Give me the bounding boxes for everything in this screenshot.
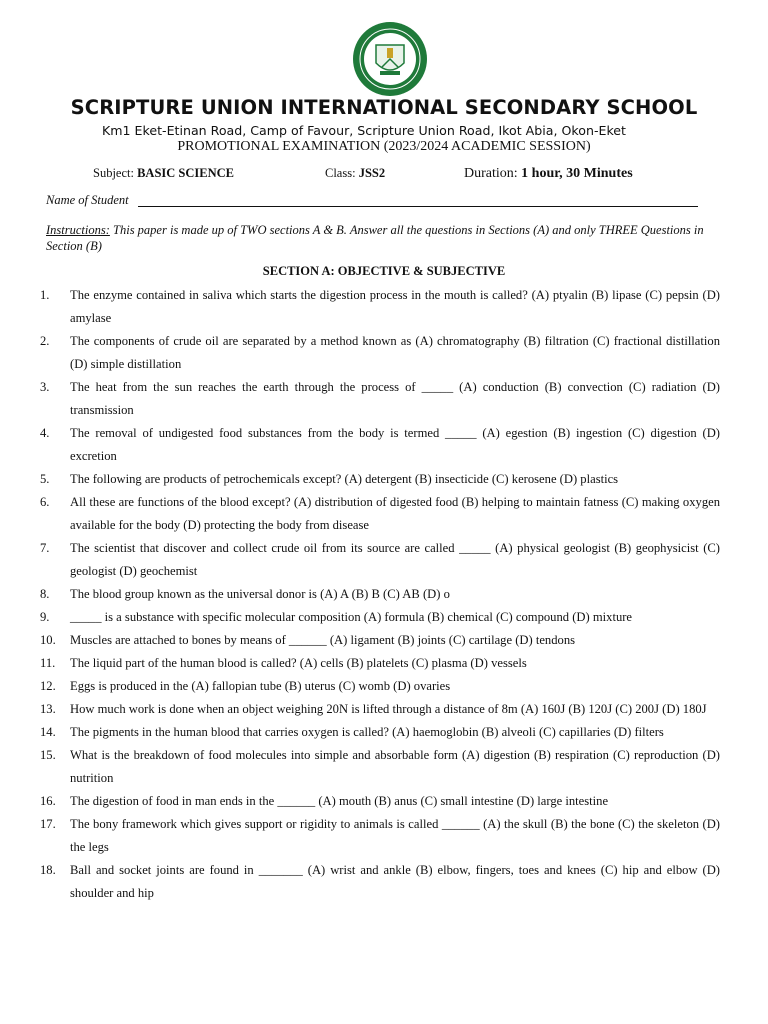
question-item	[40, 422, 720, 468]
duration-info	[464, 166, 633, 182]
question-text: The enzyme contained in saliva which starts the digestion process in the mouth is called? (A) ptyalin (B) lipase (C) pepsin (D) amylase	[70, 288, 720, 325]
class-label: Class:	[325, 166, 356, 180]
question-item	[40, 813, 720, 859]
question-item	[40, 468, 720, 491]
question-text: What is the breakdown of food molecules into simple and absorbable form (A) digestion (B) respiration (C) reproduction (D) nutrition	[70, 748, 720, 785]
duration-label: Duration:	[464, 166, 518, 181]
question-number: 12.	[40, 679, 56, 693]
question-number: 10.	[40, 633, 56, 647]
question-text: The bony framework which gives support or rigidity to animals is called ______ (A) the skull (B) the bone (C) the skeleton (D) the legs	[70, 817, 720, 854]
question-text: The components of crude oil are separated by a method known as (A) chromatography (B) filtration (C) fractional distillation (D) simple distillation	[70, 334, 720, 371]
question-number: 16.	[40, 794, 56, 808]
question-number: 17.	[40, 817, 56, 831]
instructions-text: This paper is made up of TWO sections A & B. Answer all the questions in Sections (A) and only THREE Questions in Section (B)	[46, 223, 704, 253]
question-item	[40, 583, 720, 606]
question-number: 3.	[40, 380, 50, 394]
student-name-line[interactable]	[138, 206, 698, 207]
student-name-label: Name of Student	[46, 193, 129, 207]
question-text: Ball and socket joints are found in _______ (A) wrist and ankle (B) elbow, fingers, toes and knees (C) hip and elbow (D) shoulder and hip	[70, 863, 720, 900]
question-item	[40, 330, 720, 376]
instructions	[46, 222, 726, 254]
duration-value: 1 hour, 30 Minutes	[521, 166, 633, 181]
subject-info	[93, 166, 234, 181]
question-text: _____ is a substance with specific molecular composition (A) formula (B) chemical (C) compound (D) mixture	[70, 610, 633, 624]
subject-value: BASIC SCIENCE	[137, 166, 234, 180]
question-number: 8.	[40, 587, 50, 601]
question-text: The scientist that discover and collect crude oil from its source are called _____ (A) physical geologist (B) geophysicist (C) geologist (D) geochemist	[70, 541, 720, 578]
student-name-field[interactable]	[46, 193, 698, 209]
question-text: The blood group known as the universal donor is (A) A (B) B (C) AB (D) o	[70, 587, 450, 601]
question-text: The following are products of petrochemicals except? (A) detergent (B) insecticide (C) kerosene (D) plastics	[70, 472, 619, 486]
school-crest-icon	[352, 21, 428, 97]
question-item	[40, 652, 720, 675]
question-item	[40, 629, 720, 652]
question-text: The heat from the sun reaches the earth through the process of _____ (A) conduction (B) convection (C) radiation (D) transmission	[70, 380, 720, 417]
question-item	[40, 606, 720, 629]
school-address: Km1 Eket-Etinan Road, Camp of Favour, Scripture Union Road, Ikot Abia, Okon-Eket	[102, 123, 626, 138]
exam-title: PROMOTIONAL EXAMINATION (2023/2024 ACADEMIC SESSION)	[177, 139, 591, 154]
question-number: 14.	[40, 725, 56, 739]
question-number: 7.	[40, 541, 50, 555]
question-item	[40, 675, 720, 698]
subject-label: Subject:	[93, 166, 134, 180]
question-number: 15.	[40, 748, 56, 762]
instructions-label: Instructions:	[46, 223, 110, 237]
question-number: 13.	[40, 702, 56, 716]
class-info	[325, 166, 385, 181]
question-item	[40, 491, 720, 537]
question-text: How much work is done when an object weighing 20N is lifted through a distance of 8m (A) 160J (B) 120J (C) 200J (D) 180J	[70, 702, 707, 716]
question-item	[40, 859, 720, 905]
question-number: 6.	[40, 495, 50, 509]
question-item	[40, 537, 720, 583]
question-item	[40, 721, 720, 744]
question-text: All these are functions of the blood except? (A) distribution of digested food (B) helping to maintain fatness (C) making oxygen available for the body (D) protecting the body from disease	[70, 495, 720, 532]
question-text: The liquid part of the human blood is called? (A) cells (B) platelets (C) plasma (D) vessels	[70, 656, 527, 670]
question-number: 18.	[40, 863, 56, 877]
question-item	[40, 744, 720, 790]
question-number: 2.	[40, 334, 50, 348]
section-a-title: SECTION A: OBJECTIVE & SUBJECTIVE	[262, 264, 506, 278]
question-number: 11.	[40, 656, 56, 670]
question-text: The pigments in the human blood that carries oxygen is called? (A) haemoglobin (B) alveoli (C) capillaries (D) filters	[70, 725, 664, 739]
question-item	[40, 790, 720, 813]
class-value: JSS2	[358, 166, 386, 180]
question-text: The removal of undigested food substances from the body is termed _____ (A) egestion (B) ingestion (C) digestion (D) excretion	[70, 426, 720, 463]
question-text: Muscles are attached to bones by means of ______ (A) ligament (B) joints (C) cartilage (D) tendons	[70, 633, 576, 647]
question-number: 9.	[40, 610, 50, 624]
question-text: The digestion of food in man ends in the ______ (A) mouth (B) anus (C) small intestine (D) large intestine	[70, 794, 609, 808]
question-item	[40, 284, 720, 330]
question-list	[40, 284, 720, 905]
question-number: 5.	[40, 472, 50, 486]
question-number: 4.	[40, 426, 50, 440]
question-text: Eggs is produced in the (A) fallopian tube (B) uterus (C) womb (D) ovaries	[70, 679, 451, 693]
school-name: SCRIPTURE UNION INTERNATIONAL SECONDARY SCHOOL	[70, 96, 698, 119]
question-item	[40, 376, 720, 422]
question-number: 1.	[40, 288, 50, 302]
question-item	[40, 698, 720, 721]
